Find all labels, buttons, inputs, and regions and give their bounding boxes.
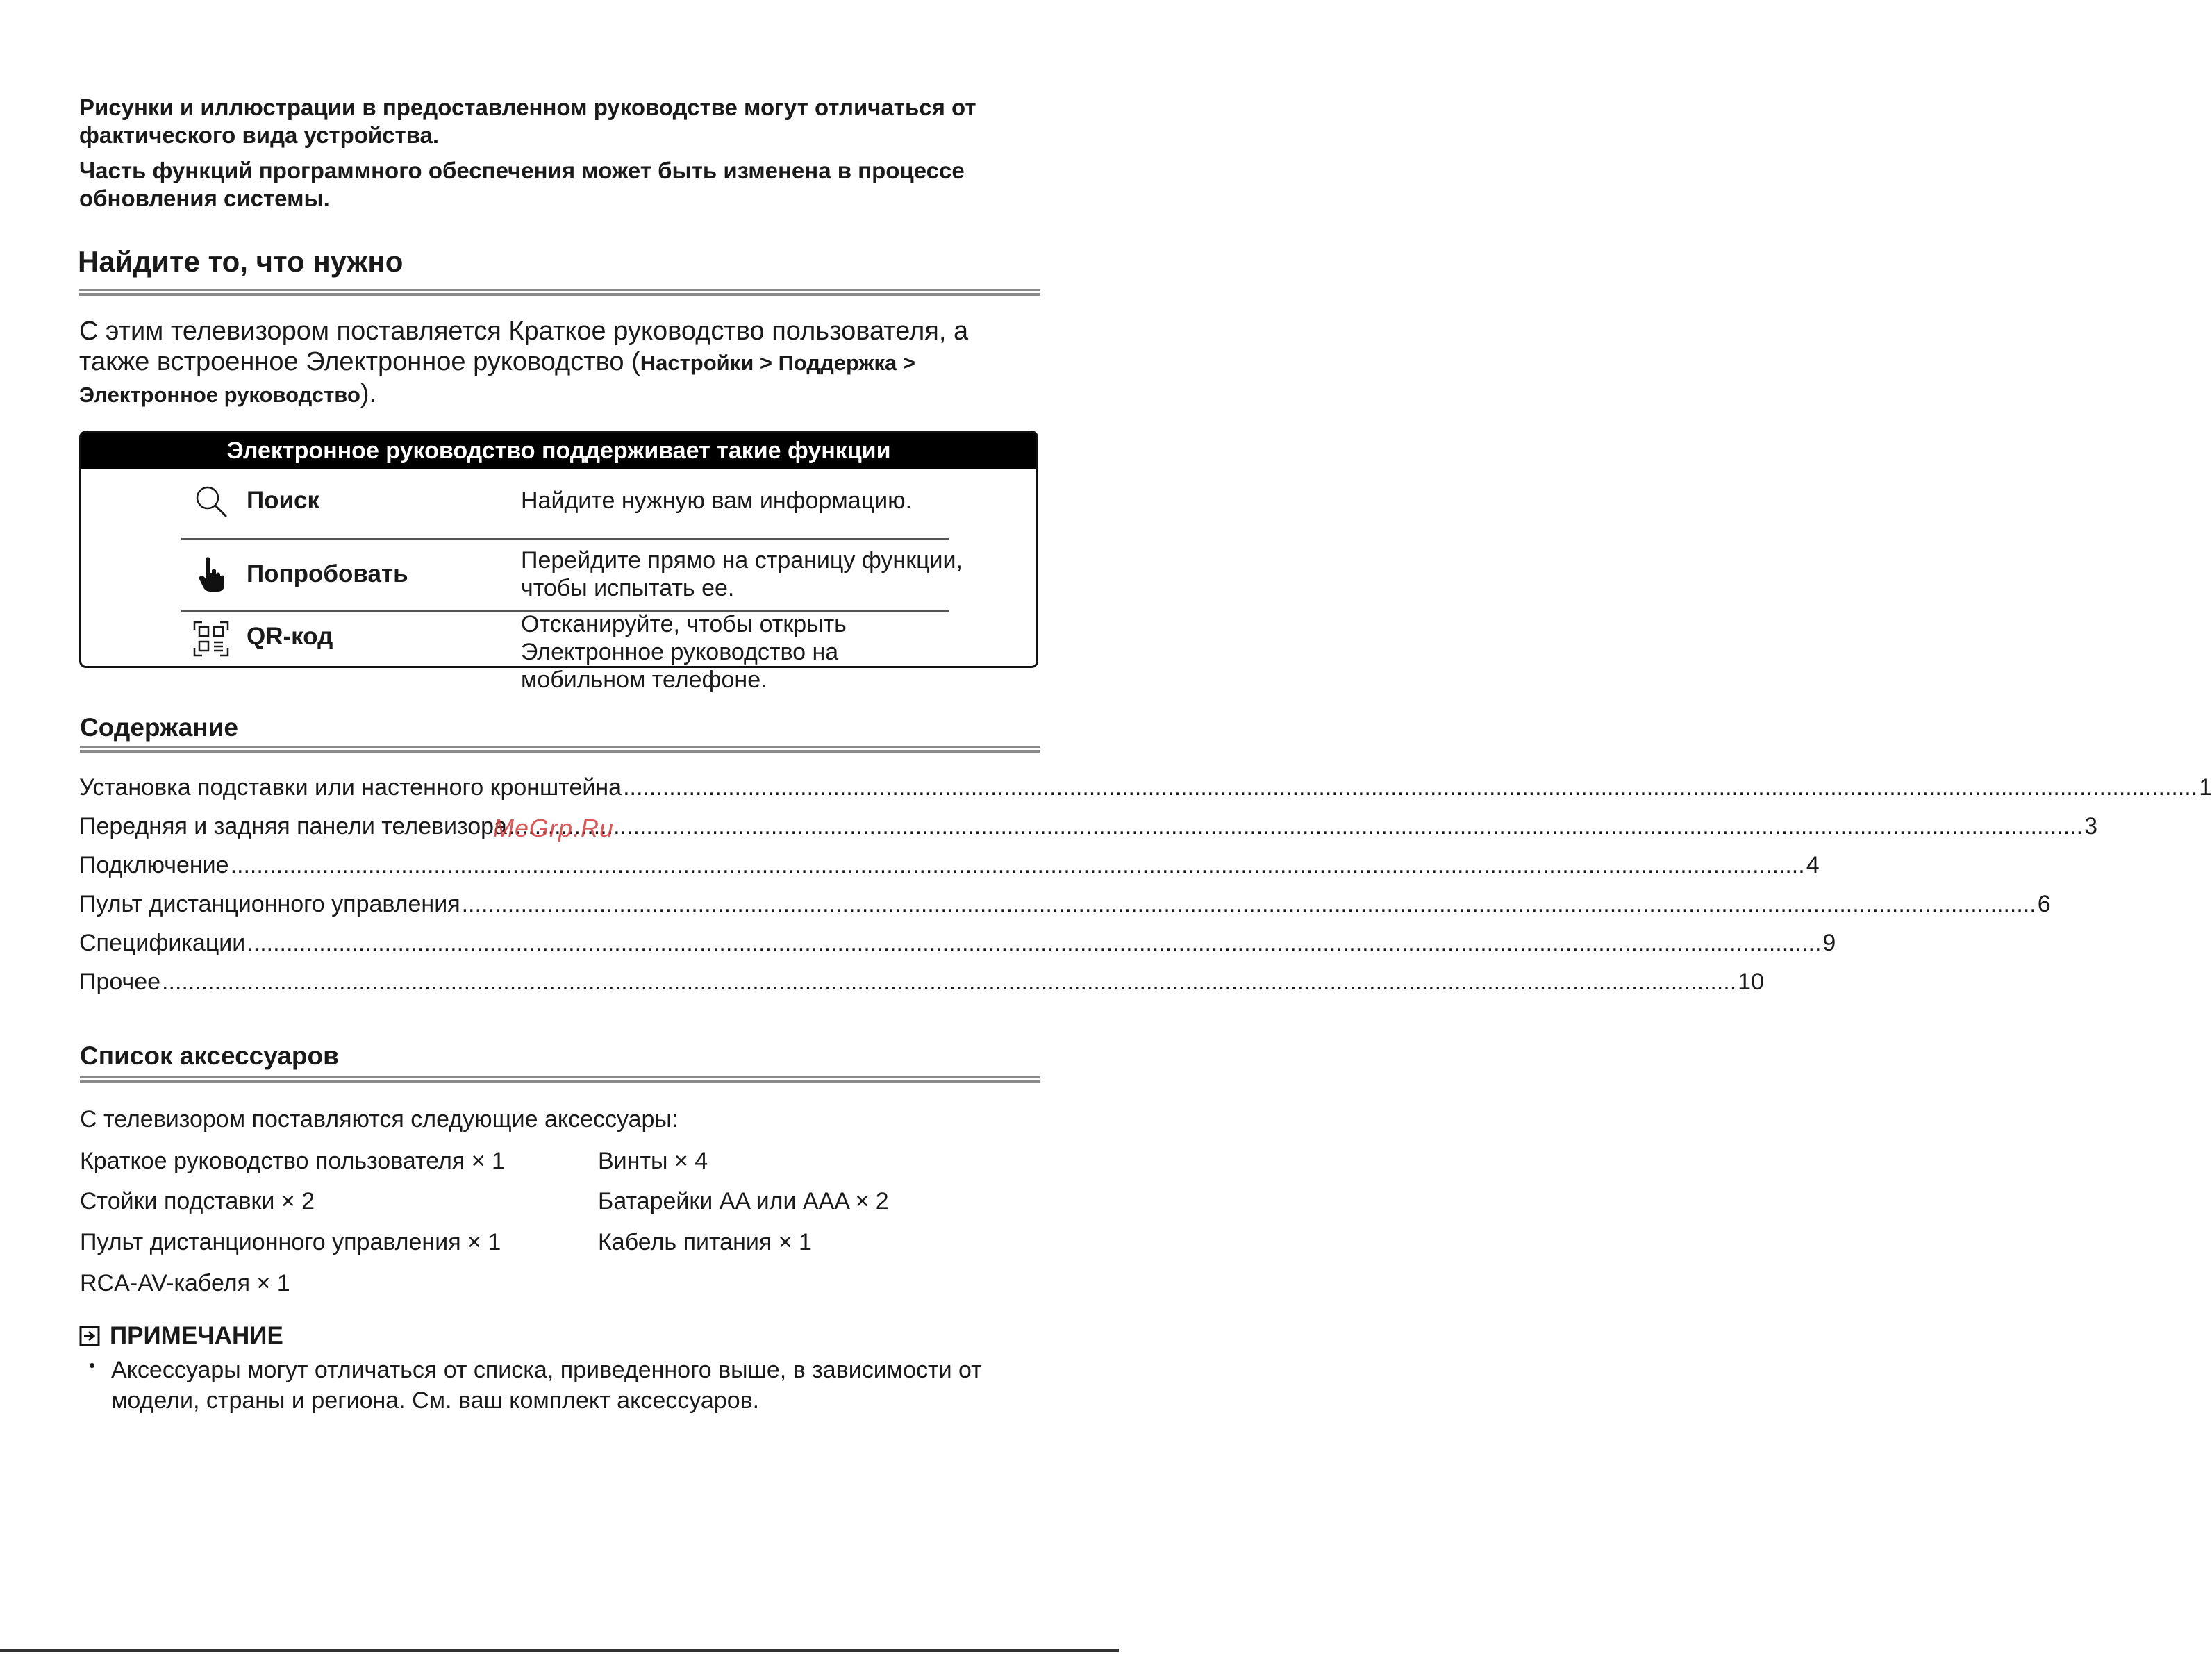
toc-entry[interactable] xyxy=(79,967,1764,1005)
toc-entry[interactable] xyxy=(79,850,1820,889)
table-of-contents xyxy=(79,772,2212,1005)
disclaimer-software: Часть функций программного обеспечения может быть изменена в процессе обновления системы. xyxy=(79,158,965,211)
toc-leader-dots xyxy=(231,850,1805,880)
toc-page-number: 1 xyxy=(2199,774,2212,801)
feature-row-search xyxy=(181,469,949,540)
contents-section-rule xyxy=(80,746,1040,753)
features-table-header: Электронное руководство поддерживает такие функции xyxy=(81,433,1036,469)
feature-description: Перейдите прямо на страницу функции, чтобы испытать ее. xyxy=(521,547,963,601)
page-bottom-border xyxy=(0,1649,1119,1652)
accessory-item: RCA-AV-кабеля × 1 xyxy=(80,1270,290,1296)
accessory-item: Пульт дистанционного управления × 1 xyxy=(80,1229,501,1255)
accessories-section-title: Список аксессуаров xyxy=(80,1042,339,1070)
find-intro-paragraph xyxy=(79,316,1045,410)
note-icon xyxy=(79,1326,100,1346)
feature-name: QR-код xyxy=(247,623,333,650)
toc-entry[interactable] xyxy=(79,772,2212,811)
accessory-item: Винты × 4 xyxy=(598,1148,708,1174)
note-title: ПРИМЕЧАНИЕ xyxy=(110,1322,283,1349)
feature-description: Отсканируйте, чтобы открыть Электронное руководство на мобильном телефоне. xyxy=(521,611,847,693)
intro-text: С этим телевизором поставляется Краткое руководство пользователя, а также встроенное Электронное руководство ( xyxy=(79,317,969,376)
toc-leader-dots xyxy=(462,889,2036,919)
find-section-title: Найдите то, что нужно xyxy=(78,245,404,278)
watermark: MeGrp.Ru xyxy=(493,814,615,842)
disclaimer-illustrations: Рисунки и иллюстрации в предоставленном руководстве могут отличаться от фактического вида устройства. xyxy=(79,94,976,148)
toc-leader-dots xyxy=(247,928,1821,958)
accessory-item: Краткое руководство пользователя × 1 xyxy=(80,1148,505,1174)
toc-entry-title: Подключение xyxy=(79,852,229,878)
toc-entry[interactable] xyxy=(79,928,1836,967)
toc-entry-title: Пульт дистанционного управления xyxy=(79,891,460,917)
toc-page-number: 10 xyxy=(1738,969,1764,995)
emanual-features-table xyxy=(79,431,1038,693)
feature-name: Поиск xyxy=(247,487,320,514)
toc-page-number: 4 xyxy=(1806,852,1820,878)
note-bullet: • xyxy=(89,1355,96,1376)
toc-entry[interactable] xyxy=(79,889,2051,928)
pointing-hand-icon xyxy=(192,555,230,592)
toc-leader-dots xyxy=(623,772,2197,803)
toc-entry-title: Передняя и задняя панели телевизора xyxy=(79,813,507,839)
accessories-intro: С телевизором поставляются следующие аксессуары: xyxy=(80,1106,679,1133)
accessory-item: Кабель питания × 1 xyxy=(598,1229,812,1255)
note-text: Аксессуары могут отличаться от списка, приведенного выше, в зависимости от модели, страны и региона. См. ваш комплект аксессуаров. xyxy=(111,1357,982,1414)
toc-page-number: 6 xyxy=(2037,891,2051,917)
toc-page-number: 9 xyxy=(1822,930,1836,956)
accessories-section-rule xyxy=(80,1076,1040,1083)
toc-entry-title: Спецификации xyxy=(79,930,246,956)
search-icon xyxy=(192,483,230,520)
toc-entry-title: Прочее xyxy=(79,969,161,995)
feature-description: Найдите нужную вам информацию. xyxy=(521,487,913,514)
toc-entry-title: Установка подставки или настенного кронштейна xyxy=(79,774,622,801)
qr-code-icon xyxy=(192,620,230,658)
intro-end: ). xyxy=(360,379,377,408)
accessory-item: Батарейки AA или AAA × 2 xyxy=(598,1188,889,1214)
feature-row-try xyxy=(181,540,963,612)
feature-name: Попробовать xyxy=(247,560,408,587)
toc-page-number: 3 xyxy=(2084,813,2098,839)
find-section-rule xyxy=(79,289,1040,296)
toc-leader-dots xyxy=(162,967,1736,997)
contents-section-title: Содержание xyxy=(80,713,238,742)
intro-menu-path: Настройки > Поддержка > Электронное руководство xyxy=(79,351,915,407)
feature-row-qr xyxy=(181,611,949,693)
accessory-item: Стойки подставки × 2 xyxy=(80,1188,315,1214)
toc-leader-dots xyxy=(508,811,2083,842)
note-heading xyxy=(79,1321,283,1351)
